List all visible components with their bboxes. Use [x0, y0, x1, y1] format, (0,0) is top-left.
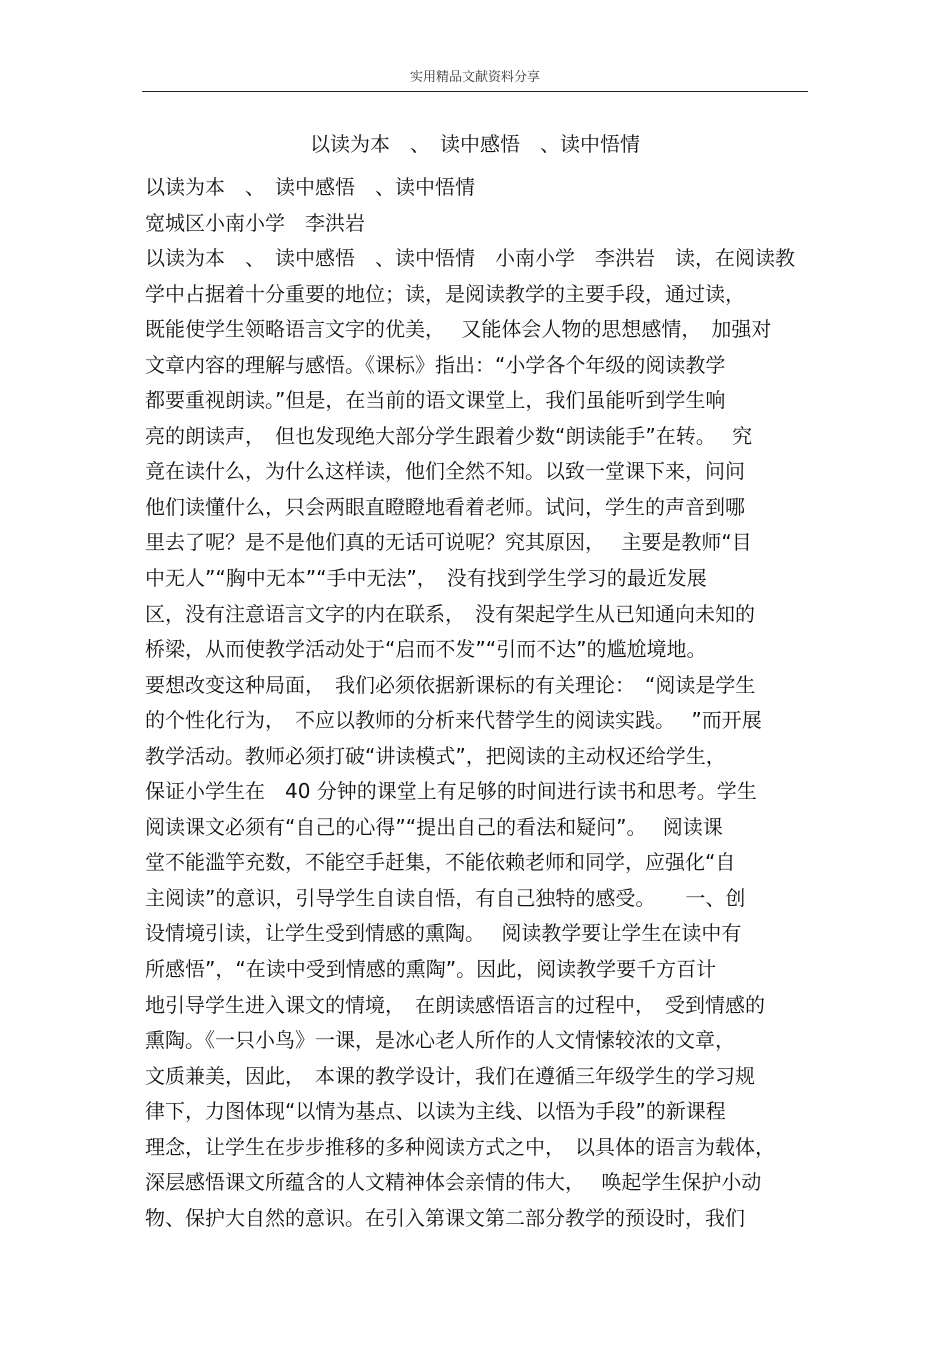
body-line: 学中占据着十分重要的地位；读，是阅读教学的主要手段，通过读，: [145, 281, 745, 306]
body-line: 保证小学生在 40 分钟的课堂上有足够的时间进行读书和思考。学生: [145, 779, 757, 804]
body-line: 都要重视朗读。”但是，在当前的语文课堂上，我们虽能听到学生响: [145, 388, 726, 413]
header-divider: [142, 91, 808, 92]
document-body: [145, 170, 810, 1236]
body-line: 文质兼美，因此， 本课的教学设计，我们在遵循三年级学生的学习规: [145, 1063, 755, 1088]
body-line: 中无人”“胸中无本”“手中无法”， 没有找到学生学习的最近发展: [145, 566, 707, 591]
body-line: 区，没有注意语言文字的内在联系， 没有架起学生从已知通向未知的: [145, 601, 755, 626]
body-line: 以读为本 、 读中感悟 、读中悟情 小南小学 李洪岩 读，在阅读教: [145, 246, 795, 271]
body-line: 物、保护大自然的意识。在引入第课文第二部分教学的预设时，我们: [145, 1205, 745, 1230]
body-line: 理念，让学生在步步推移的多种阅读方式之中， 以具体的语言为载体，: [145, 1134, 775, 1159]
body-line: 竟在读什么，为什么这样读，他们全然不知。以致一堂课下来，问问: [145, 459, 745, 484]
body-line: 深层感悟课文所蕴含的人文精神体会亲情的伟大， 唤起学生保护小动: [145, 1170, 762, 1195]
body-line: 要想改变这种局面， 我们必须依据新课标的有关理论： “阅读是学生: [145, 672, 756, 697]
subtitle-line: 以读为本 、 读中感悟 、读中悟情: [145, 175, 475, 199]
body-line: 里去了呢？是不是他们真的无话可说呢？究其原因， 主要是教师“目: [145, 530, 752, 555]
body-line: 的个性化行为， 不应以教师的分析来代替学生的阅读实践。 ”而开展: [145, 708, 762, 733]
body-line: 他们读懂什么，只会两眼直瞪瞪地看着老师。试问，学生的声音到哪: [145, 494, 745, 519]
body-line: 设情境引读，让学生受到情感的熏陶。 阅读教学要让学生在读中有: [145, 921, 742, 946]
body-line: 阅读课文必须有“自己的心得”“提出自己的看法和疑问”。 阅读课: [145, 814, 723, 839]
body-line: 所感悟”，“在读中受到情感的熏陶”。因此，阅读教学要千方百计: [145, 957, 717, 982]
body-line: 桥梁，从而使教学活动处于“启而不发”“引而不达”的尴尬境地。: [145, 637, 707, 662]
body-line: 亮的朗读声， 但也发现绝大部分学生跟着少数“朗读能手”在转。 究: [145, 423, 753, 448]
body-line: 教学活动。教师必须打破“讲读模式”，把阅读的主动权还给学生，: [145, 743, 726, 768]
body-line: 熏陶。《一只小鸟》一课，是冰心老人所作的人文情愫较浓的文章，: [145, 1028, 735, 1053]
body-line: 主阅读”的意识，引导学生自读自悟，有自己独特的感受。 一、创: [145, 885, 746, 910]
body-line: 文章内容的理解与感悟。《课标》指出：“小学各个年级的阅读教学: [145, 352, 726, 377]
document-title: 以读为本 、 读中感悟 、读中悟情: [310, 132, 640, 156]
body-line: 律下，力图体现“以情为基点、以读为主线、以悟为手段”的新课程: [145, 1099, 726, 1124]
body-line: 既能使学生领略语言文字的优美， 又能体会人物的思想感情， 加强对: [145, 317, 772, 342]
page-header: 实用精品文献资料分享: [409, 70, 540, 85]
body-line: 地引导学生进入课文的情境， 在朗读感悟语言的过程中， 受到情感的: [145, 992, 765, 1017]
author-line: 宽城区小南小学 李洪岩: [145, 210, 365, 235]
body-line: 堂不能滥竽充数，不能空手赶集，不能依赖老师和同学，应强化“自: [145, 850, 736, 875]
